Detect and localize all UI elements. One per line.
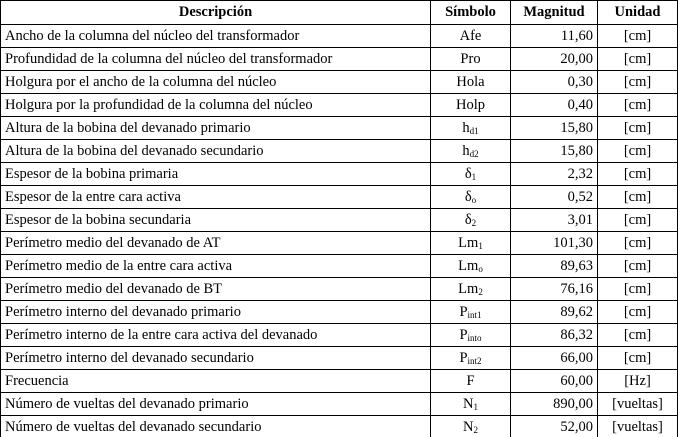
symbol-subscript: 2 <box>478 287 483 297</box>
symbol-base: h <box>462 120 470 136</box>
row-magnitude: 20,00 <box>511 48 598 71</box>
table-row <box>1 393 678 416</box>
symbol-base: Holp <box>456 97 485 113</box>
row-unit: [cm] <box>598 347 678 370</box>
row-symbol <box>431 117 511 140</box>
row-unit: [cm] <box>598 186 678 209</box>
header-unidad: Unidad <box>598 1 678 25</box>
row-description: Altura de la bobina del devanado primario <box>1 117 431 140</box>
row-unit: [cm] <box>598 301 678 324</box>
table-row <box>1 94 678 117</box>
row-description: Perímetro interno del devanado secundario <box>1 347 431 370</box>
header-descripcion: Descripción <box>1 1 431 25</box>
table-row <box>1 232 678 255</box>
row-description: Altura de la bobina del devanado secundario <box>1 140 431 163</box>
table-row <box>1 370 678 393</box>
symbol-base: Lm <box>458 281 479 297</box>
row-magnitude: 890,00 <box>511 393 598 416</box>
row-magnitude: 101,30 <box>511 232 598 255</box>
row-magnitude: 3,01 <box>511 209 598 232</box>
symbol-base: Hola <box>456 74 485 90</box>
row-unit: [cm] <box>598 232 678 255</box>
symbol-base: P <box>459 350 468 366</box>
row-symbol <box>431 370 511 393</box>
symbol-base: δ <box>464 166 472 182</box>
row-description: Holgura por la profundidad de la columna del núcleo <box>1 94 431 117</box>
row-magnitude: 60,00 <box>511 370 598 393</box>
row-symbol <box>431 71 511 94</box>
row-symbol <box>431 232 511 255</box>
row-description: Perímetro interno de la entre cara activa del devanado <box>1 324 431 347</box>
symbol-subscript: 1 <box>473 402 478 412</box>
symbol-subscript: o <box>478 264 483 274</box>
row-symbol <box>431 255 511 278</box>
row-unit: [vueltas] <box>598 416 678 437</box>
header-magnitud: Magnitud <box>511 1 598 25</box>
symbol-base: h <box>462 143 470 159</box>
table-row <box>1 140 678 163</box>
row-symbol <box>431 347 511 370</box>
symbol-base: N <box>463 396 474 412</box>
row-description: Frecuencia <box>1 370 431 393</box>
row-description: Número de vueltas del devanado primario <box>1 393 431 416</box>
row-magnitude: 52,00 <box>511 416 598 437</box>
row-magnitude: 66,00 <box>511 347 598 370</box>
symbol-base: δ <box>464 212 472 228</box>
row-unit: [cm] <box>598 163 678 186</box>
row-description: Espesor de la bobina primaria <box>1 163 431 186</box>
row-unit: [cm] <box>598 140 678 163</box>
row-magnitude: 15,80 <box>511 117 598 140</box>
table-row <box>1 324 678 347</box>
row-symbol <box>431 301 511 324</box>
row-symbol <box>431 393 511 416</box>
symbol-subscript: int1 <box>467 310 482 320</box>
row-description: Perímetro interno del devanado primario <box>1 301 431 324</box>
table-row <box>1 71 678 94</box>
table-header-row <box>1 1 678 25</box>
row-magnitude: 89,62 <box>511 301 598 324</box>
row-symbol <box>431 163 511 186</box>
table-row <box>1 117 678 140</box>
symbol-base: Lm <box>458 235 479 251</box>
table-row <box>1 25 678 48</box>
symbol-subscript: 1 <box>478 241 483 251</box>
row-description: Espesor de la entre cara activa <box>1 186 431 209</box>
row-symbol <box>431 278 511 301</box>
row-magnitude: 0,52 <box>511 186 598 209</box>
row-description: Ancho de la columna del núcleo del transformador <box>1 25 431 48</box>
row-unit: [cm] <box>598 48 678 71</box>
row-description: Perímetro medio de la entre cara activa <box>1 255 431 278</box>
row-magnitude: 15,80 <box>511 140 598 163</box>
symbol-base: N <box>463 419 474 435</box>
symbol-subscript: 2 <box>473 425 478 435</box>
symbol-subscript: d2 <box>469 149 479 159</box>
row-unit: [cm] <box>598 278 678 301</box>
symbol-base: Pro <box>460 51 481 67</box>
row-unit: [cm] <box>598 255 678 278</box>
symbol-subscript: 2 <box>471 218 477 228</box>
row-magnitude: 2,32 <box>511 163 598 186</box>
row-symbol <box>431 186 511 209</box>
table-row <box>1 416 678 437</box>
row-description: Número de vueltas del devanado secundario <box>1 416 431 437</box>
row-magnitude: 0,40 <box>511 94 598 117</box>
symbol-subscript: into <box>467 333 482 343</box>
table-row <box>1 163 678 186</box>
row-unit: [cm] <box>598 25 678 48</box>
table-row <box>1 347 678 370</box>
row-description: Profundidad de la columna del núcleo del transformador <box>1 48 431 71</box>
row-unit: [cm] <box>598 94 678 117</box>
row-symbol <box>431 140 511 163</box>
row-magnitude: 86,32 <box>511 324 598 347</box>
row-description: Perímetro medio del devanado de AT <box>1 232 431 255</box>
row-symbol <box>431 209 511 232</box>
symbol-subscript: int2 <box>467 356 482 366</box>
row-unit: [vueltas] <box>598 393 678 416</box>
table-row <box>1 278 678 301</box>
symbol-base: F <box>466 373 475 389</box>
symbol-base: P <box>459 327 468 343</box>
symbol-base: δ <box>464 189 472 205</box>
row-description: Perímetro medio del devanado de BT <box>1 278 431 301</box>
symbol-subscript: d1 <box>469 126 479 136</box>
symbol-subscript: o <box>471 195 477 205</box>
table-row <box>1 48 678 71</box>
row-magnitude: 76,16 <box>511 278 598 301</box>
row-symbol <box>431 416 511 437</box>
row-symbol <box>431 25 511 48</box>
symbol-base: Lm <box>458 258 479 274</box>
row-magnitude: 89,63 <box>511 255 598 278</box>
table-row <box>1 255 678 278</box>
row-symbol <box>431 48 511 71</box>
row-unit: [cm] <box>598 71 678 94</box>
symbol-base: Afe <box>459 28 482 44</box>
row-description: Espesor de la bobina secundaria <box>1 209 431 232</box>
table-body <box>1 25 678 437</box>
row-magnitude: 0,30 <box>511 71 598 94</box>
row-symbol <box>431 94 511 117</box>
symbol-base: P <box>459 304 468 320</box>
row-unit: [cm] <box>598 324 678 347</box>
row-description: Holgura por el ancho de la columna del núcleo <box>1 71 431 94</box>
row-magnitude: 11,60 <box>511 25 598 48</box>
symbol-subscript: 1 <box>471 172 477 182</box>
header-simbolo: Símbolo <box>431 1 511 25</box>
row-unit: [cm] <box>598 209 678 232</box>
row-unit: [Hz] <box>598 370 678 393</box>
row-symbol <box>431 324 511 347</box>
table-row <box>1 301 678 324</box>
table-row <box>1 209 678 232</box>
table-row <box>1 186 678 209</box>
row-unit: [cm] <box>598 117 678 140</box>
